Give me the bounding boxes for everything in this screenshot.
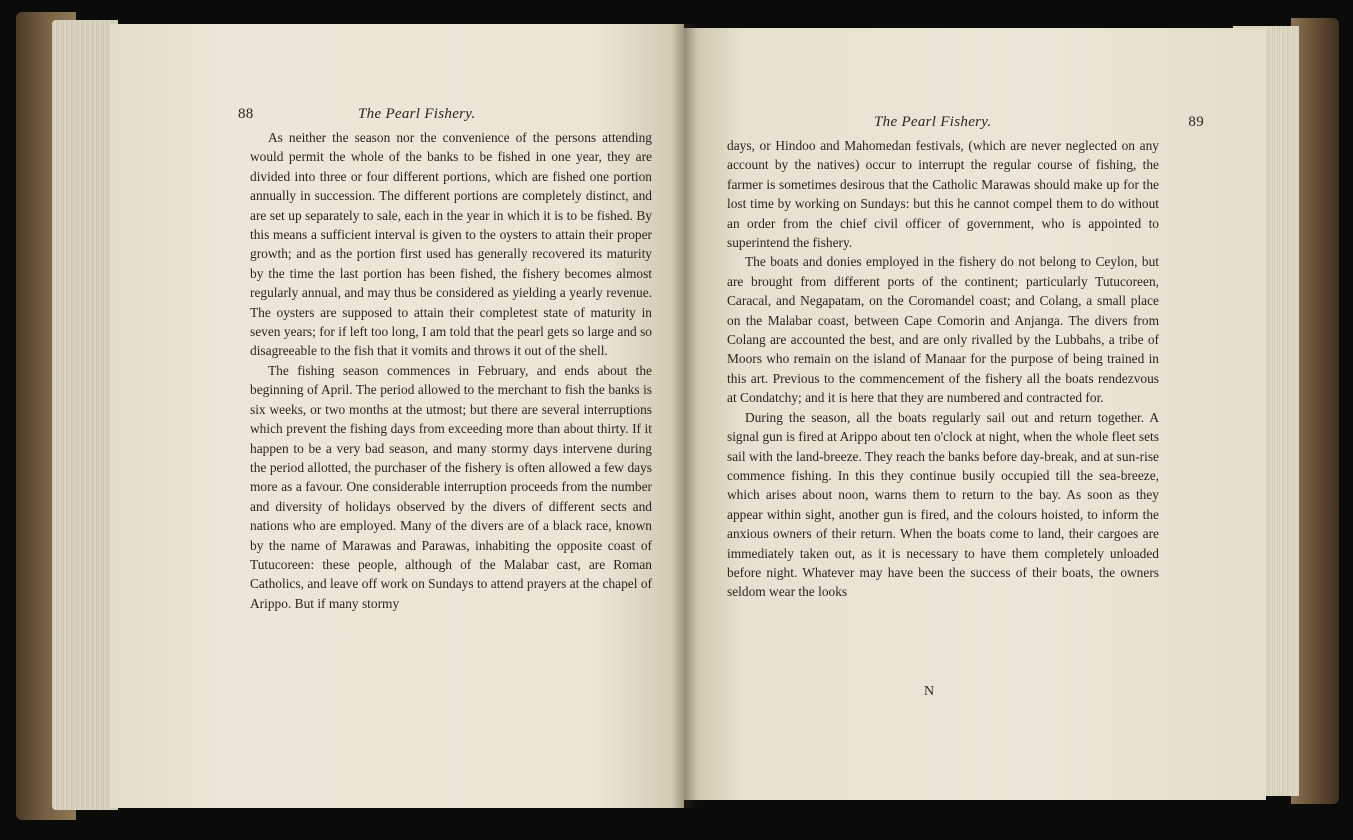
left-running-head — [238, 106, 658, 123]
left-paragraph-2: The fishing season commences in February, and ends about the beginning of April. The period allowed to the merchant to fish the banks is six weeks, or two months at the utmost; but there are several interruptions which prevent the fishing days from exceeding more than about thirty. If it happen to be a very bad season, and many stormy days intervene during the period allotted, the purchaser of the fishery is often allowed a few days more as a favour. One considerable interruption proceeds from the number and diversity of holidays observed by the divers of different sects and nations who are employed. Many of the divers are of a black race, known by the name of Marawas and Parawas, inhabiting the opposite coast of Tutucoreen: these people, although of the Malabar cast, are Roman Catholics, and leave off work on Sundays to attend prayers at the chapel of Arippo. But if many stormy — [250, 362, 652, 611]
left-body-text — [250, 128, 652, 613]
signature-mark: N — [924, 684, 935, 699]
right-paragraph-3: During the season, all the boats regularly sail out and return together. A signal gun is fired at Arippo about ten o'clock at night, when the whole fleet sets sail with the land-breeze. They reach the banks before day-break, and at sun-rise commence fishing. In this they continue busily occupied till the sea-breeze, which arises about noon, warns them to return to the bay. As soon as they appear within sight, another gun is fired, and the colours hoisted, to inform the anxious owners of their return. When the boats come to land, their cargoes are immediately taken out, as it is necessary to have them completely unloaded before night. Whatever may have been the success of their boats, the owners seldom wear the looks — [727, 409, 1159, 600]
right-page-number: 89 — [1188, 114, 1204, 130]
right-paragraph-1: days, or Hindoo and Mahomedan festivals, (which are never neglected on any account by the natives) occur to interrupt the regular course of fishing, the farmer is sometimes desirous that the Catholic Marawas should make up for the lost time by working on Sundays: but this he cannot compel them to do without an order from the chief civil officer of government, who is appointed to superintend the fishery. — [727, 138, 1159, 251]
right-body-text — [727, 136, 1159, 602]
left-page — [110, 24, 684, 808]
right-page — [684, 28, 1266, 800]
right-paragraph-2: The boats and donies employed in the fishery do not belong to Ceylon, but are brought from different ports of the continent; particularly Tutucoreen, Caracal, and Negapatam, on the Coromandel coast; and Colang, a small place on the Malabar coast, between Cape Comorin and Anjanga. The divers from Colang are accounted the best, and are only rivalled by the Lubbahs, a tribe of Moors who remain on the island of Manaar for the purpose of being trained in this art. Previous to the commencement of the fishery all the boats rendezvous at Condatchy; and it is here that they are numbered and contracted for. — [727, 254, 1159, 406]
left-page-number: 88 — [238, 106, 254, 122]
right-head-title: The Pearl Fishery. — [874, 114, 992, 130]
book-gutter — [672, 24, 698, 808]
right-running-head — [874, 114, 1204, 131]
left-page-edges — [52, 20, 118, 810]
left-head-title: The Pearl Fishery. — [358, 106, 476, 122]
left-paragraph-1: As neither the season nor the convenience of the persons attending would permit the whole of the banks to be fished in one year, they are divided into three or four different portions, which are fished one portion annually in succession. The different portions are completely distinct, and are set up separately to sale, each in the year in which it is to be fished. By this means a sufficient interval is given to the oysters to attain their proper growth; and as the portion first used has generally recovered its maturity by the time the last portion has been fished, the fishery becomes almost regularly annual, and may thus be considered as yielding a yearly revenue. The oysters are supposed to attain their completest state of maturity in seven years; for if left too long, I am told that the pearl gets so large and so disagreeable to the fish that it vomits and throws it out of the shell. — [250, 130, 652, 359]
